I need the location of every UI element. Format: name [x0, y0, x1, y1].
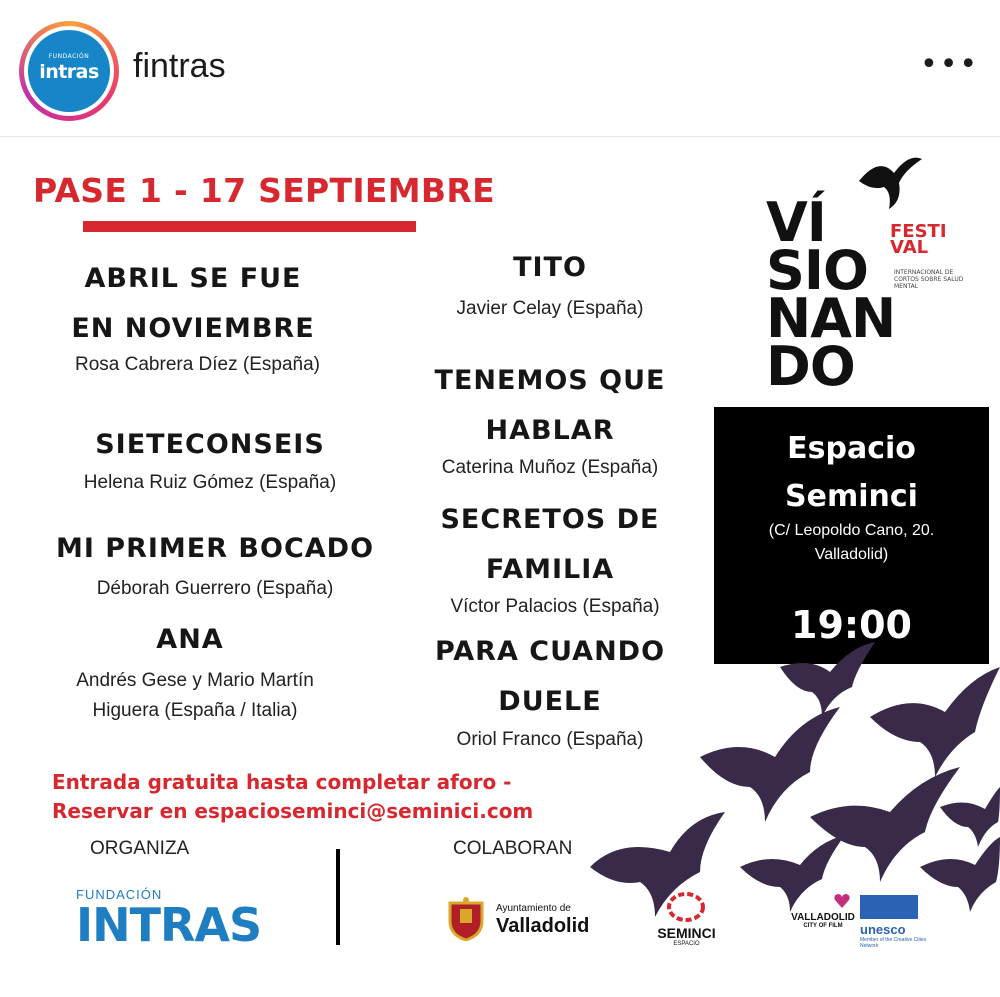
film-director: Rosa Cabrera Díez (España) — [75, 354, 320, 375]
more-horizontal-icon[interactable]: ••• — [920, 47, 980, 82]
ayuntamiento-logo: Ayuntamiento de Valladolid — [446, 895, 596, 945]
avatar-big-text: intras — [39, 61, 99, 83]
logo-line: VÍ — [766, 191, 826, 254]
festival-tag: FESTI VAL — [890, 221, 947, 258]
festival-subtitle: INTERNACIONAL DE CORTOS SOBRE SALUD MENTAL — [894, 269, 964, 290]
shield-icon — [446, 897, 486, 941]
story-ring[interactable] — [19, 21, 119, 121]
film-title: ABRIL SE FUE EN NOVIEMBRE — [71, 263, 315, 344]
film-director: Helena Ruiz Gómez (España) — [83, 472, 337, 493]
film-director: Víctor Palacios (España) — [450, 596, 660, 617]
unesco-logo: unesco Member of the Creative Cities Network — [860, 895, 920, 945]
divider — [336, 849, 340, 945]
poster-pase: PASE 1 - 17 SEPTIEMBRE — [33, 171, 495, 210]
film-title: PARA CUANDO DUELE — [434, 636, 666, 717]
organiza-label: ORGANIZA — [90, 838, 190, 859]
entrada-note: Entrada gratuita hasta completar aforo - Reservar en espacioseminci@seminici.com — [52, 770, 534, 823]
venue-address: (C/ Leopoldo Cano, 20. Valladolid) — [768, 522, 935, 563]
film-director: Caterina Muñoz (España) — [441, 457, 659, 478]
avatar-small-text: FUNDACIÓN — [48, 53, 90, 60]
logo-line: SIO — [766, 239, 868, 302]
film-title: SECRETOS DE FAMILIA — [440, 504, 660, 585]
venue-name: Espacio Seminci — [785, 431, 918, 514]
film-director: Oriol Franco (España) — [456, 729, 644, 750]
red-underline — [83, 221, 416, 232]
seminci-icon — [666, 889, 706, 925]
film-director: Javier Celay (España) — [456, 298, 644, 319]
post-header — [0, 0, 1000, 137]
post-image — [0, 137, 1000, 986]
intras-logo: FUNDACIÓN INTRAS — [76, 887, 262, 952]
colaboran-label: COLABORAN — [453, 838, 573, 859]
venue-box — [714, 407, 989, 664]
film-title: MI PRIMER BOCADO — [55, 533, 375, 564]
film-director: Andrés Gese y Mario Martín Higuera (España / Italia) — [76, 670, 314, 721]
film-title: TENEMOS QUE HABLAR — [434, 365, 666, 446]
logo-line: DO — [766, 335, 855, 398]
film-title: TITO — [513, 252, 587, 283]
seminci-logo: SEMINCI ESPACIO — [644, 889, 729, 959]
venue-time: 19:00 — [791, 603, 912, 647]
film-title: ANA — [156, 624, 224, 655]
film-title: SIETECONSEIS — [95, 429, 325, 460]
logo-line: NAN — [766, 287, 896, 350]
heart-icon — [833, 892, 851, 910]
username-link[interactable]: fintras — [133, 47, 226, 85]
film-director: Déborah Guerrero (España) — [96, 578, 334, 599]
visionando-logo — [766, 191, 976, 399]
valladolid-city-of-film-logo: VALLADOLID CITY OF FILM — [788, 912, 858, 952]
swallows-illustration — [560, 637, 1000, 997]
avatar[interactable] — [28, 30, 110, 112]
